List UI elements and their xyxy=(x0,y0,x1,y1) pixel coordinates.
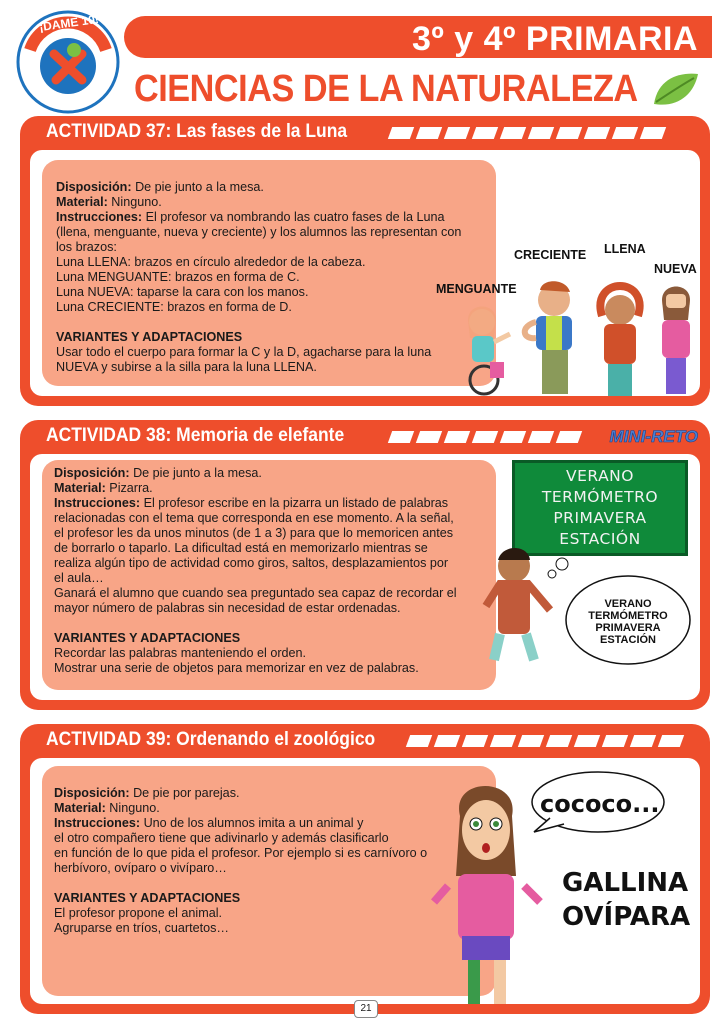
label-creciente: CRECIENTE xyxy=(514,248,587,262)
llena-child xyxy=(600,286,639,396)
menguante-child xyxy=(468,307,510,395)
board-word: TERMÓMETRO xyxy=(541,488,659,506)
subject-title: CIENCIAS DE LA NATURALEZA xyxy=(134,68,638,110)
thought-bubble-text: VERANO TERMÓMETRO PRIMAVERA ESTACIÓN xyxy=(588,598,668,646)
title-stripes xyxy=(390,431,580,445)
creciente-child xyxy=(525,281,572,394)
mini-reto-badge: MINI-RETO xyxy=(609,427,698,446)
activity-37-title: ACTIVIDAD 37: Las fases de la Luna xyxy=(46,121,348,142)
moon-phases-illustration xyxy=(450,264,706,400)
activity-38-text: Disposición: De pie junto a la mesa. Material: Pizarra. Instrucciones: El profesor escribe en la pizarra un listado de palabras relacionadas con el tema que corresponda en ese momento. A la señal, el profesor les da unos minutos (de 1 a 3) para que lo memoricen antes de borrarlo o taparlo. La dificultad está en memorizarlo mientras se realiza algún tipo de actividad como giros, saltos, desplazamientos por el aula… Ganará el alumno que cuando sea preguntado sea capaz de recordar el mayor número de palabras sin necesidad de estar ordenadas. VARIANTES Y ADAPTACIONES Recordar las palabras manteniendo el orden. Mostrar una serie de objetos para memorizar en vez de palabras. xyxy=(54,466,457,675)
girl xyxy=(434,786,540,1004)
activity-39-title: ACTIVIDAD 39: Ordenando el zoológico xyxy=(46,729,376,750)
title-stripes xyxy=(408,735,682,749)
boy xyxy=(486,548,550,660)
board-word: VERANO xyxy=(566,467,634,485)
grade-banner xyxy=(124,16,712,58)
label-menguante: MENGUANTE xyxy=(436,282,517,296)
activity-38-title: ACTIVIDAD 38: Memoria de elefante xyxy=(46,425,345,446)
board-word: ESTACIÓN xyxy=(559,530,641,548)
label-llena: LLENA xyxy=(604,242,646,256)
logo-text: ¡DAME 10! xyxy=(38,11,100,35)
nueva-child xyxy=(662,287,690,395)
activity-37-text: Disposición: De pie junto a la mesa. Material: Ninguno. Instrucciones: El profesor va nombrando las cuatro fases de la Luna (llena, menguante, nueva y creciente) y los alumnos las representan con los brazos: Luna LLENA: brazos en círculo alrededor de la cabeza. Luna MENGUANTE: brazos en forma de C. Luna NUEVA: taparse la cara con los manos. Luna CRECIENTE: brazos en forma de D. VARIANTES Y ADAPTACIONES Usar todo el cuerpo para formar la C y la D, agacharse para la luna NUEVA y subirse a la silla para la luna LLENA. xyxy=(56,180,462,374)
board-word: PRIMAVERA xyxy=(553,509,647,527)
grade-label: 3º y 4º PRIMARIA xyxy=(411,20,698,58)
leaf-icon xyxy=(650,70,700,110)
page-number: 21 xyxy=(354,1000,378,1018)
activity-39-text: Disposición: De pie por parejas. Material: Ninguno. Instrucciones: Uno de los alumnos imita a un animal y el otro compañero tiene que adivinarlo y además clasificarlo en función de lo que pida el profesor. Por ejemplo si es carnívoro o herbívoro, ovíparo o vivíparo… VARIANTES Y ADAPTACIONES El profesor propone el animal. Agruparse en tríos, cuartetos… xyxy=(54,786,428,935)
label-nueva: NUEVA xyxy=(654,262,697,276)
speech-text: cococo... xyxy=(540,790,660,818)
answer-classification: OVÍPARA xyxy=(562,902,691,932)
title-stripes xyxy=(390,127,664,141)
answer-animal: GALLINA xyxy=(562,868,689,898)
